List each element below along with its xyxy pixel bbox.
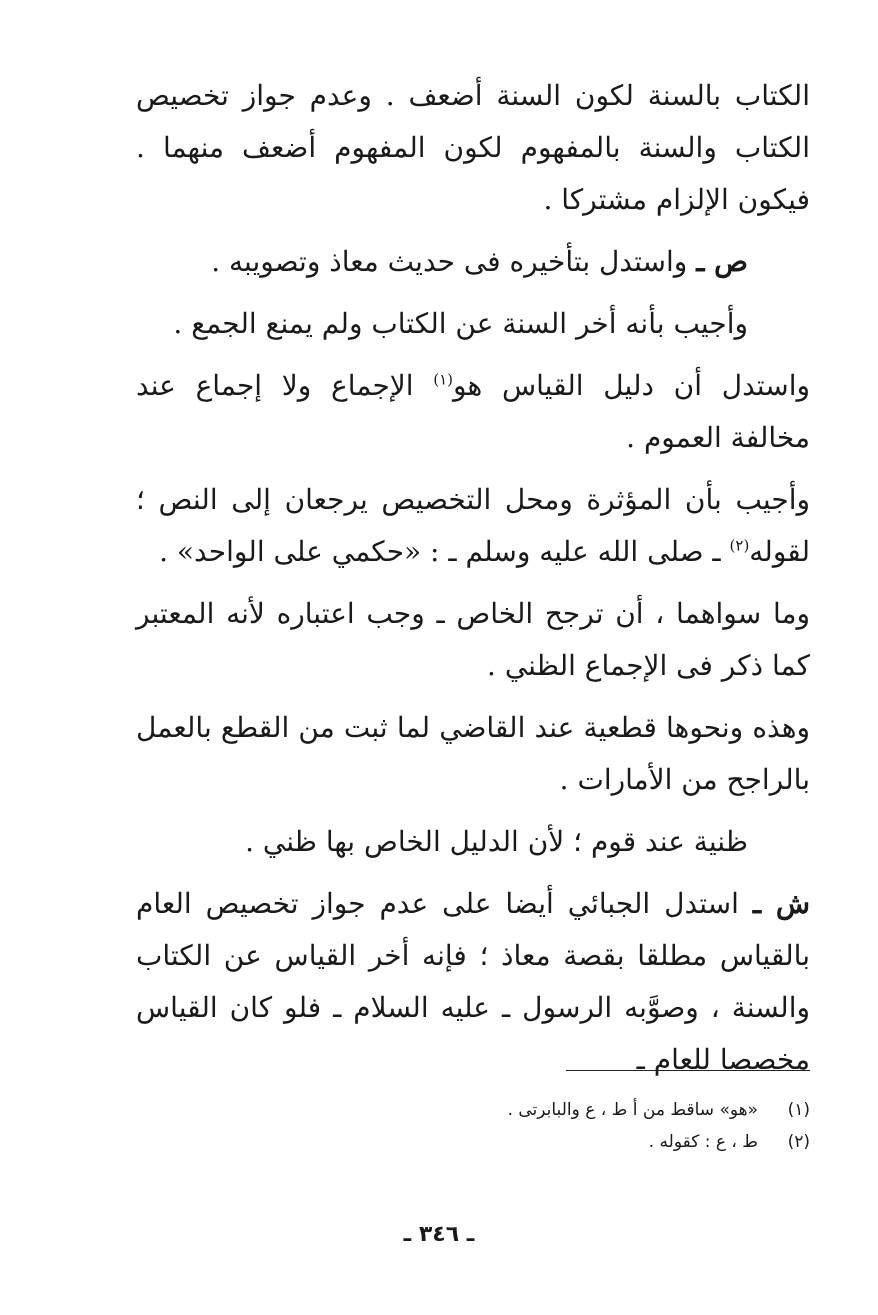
footnote-text: ط ، ع : كقوله . [648, 1132, 758, 1152]
main-text [136, 70, 810, 1086]
paragraph-1: الكتاب بالسنة لكون السنة أضعف . وعدم جواز تخصيص الكتاب والسنة بالمفهوم لكون المفهوم أضعف منهما . فيكون الإلزام مشتركا . [136, 79, 810, 216]
paragraph-9: ش ـ استدل الجبائي أيضا على عدم جواز تخصيص العام بالقياس مطلقا بقصة معاذ ؛ فإنه أخر القياس عن الكتاب والسنة ، وصوَّبه الرسول ـ عليه السلام ـ فلو كان القياس مخصصا للعام ـ [136, 887, 810, 1076]
paragraph-4: واستدل أن دليل القياس هو$^{(١)}$ الإجماع ولا إجماع عند مخالفة العموم . [136, 369, 810, 454]
footnote-text: «هو» ساقط من أ ط ، ع والبابرتى . [507, 1100, 758, 1120]
paragraph-5: وأجيب بأن المؤثرة ومحل التخصيص يرجعان إلى النص ؛ لقوله$^{(٢)}$ ـ صلى الله عليه وسلم ـ : «حكمي على الواحد» . [136, 483, 810, 568]
paragraph-6: وما سواهما ، أن ترجح الخاص ـ وجب اعتباره لأنه المعتبر كما ذكر فى الإجماع الظني . [136, 597, 810, 682]
footnote-1 [300, 1094, 810, 1126]
paragraph-8: ظنية عند قوم ؛ لأن الدليل الخاص بها ظني . [245, 825, 748, 858]
footnote-2 [300, 1126, 810, 1158]
paragraph-3: وأجيب بأنه أخر السنة عن الكتاب ولم يمنع الجمع . [173, 307, 748, 340]
section-marker-shin: ش ـ [752, 887, 810, 920]
paragraph-2: ص ـ واستدل بتأخيره فى حديث معاذ وتصويبه . [211, 245, 748, 278]
footnote-number: (١) [787, 1100, 810, 1120]
paragraph-7: وهذه ونحوها قطعية عند القاضي لما ثبت من القطع بالعمل بالراجح من الأمارات . [136, 711, 810, 796]
footnote-divider [566, 1070, 810, 1071]
section-marker-sad: ص ـ [696, 245, 748, 278]
footnote-ref-1: (١) [433, 370, 453, 389]
footnotes [300, 1094, 810, 1158]
footnote-ref-2: (٢) [729, 536, 750, 555]
footnote-number: (٢) [787, 1132, 810, 1152]
page-number: ـ ٣٤٦ ـ [403, 1222, 475, 1247]
